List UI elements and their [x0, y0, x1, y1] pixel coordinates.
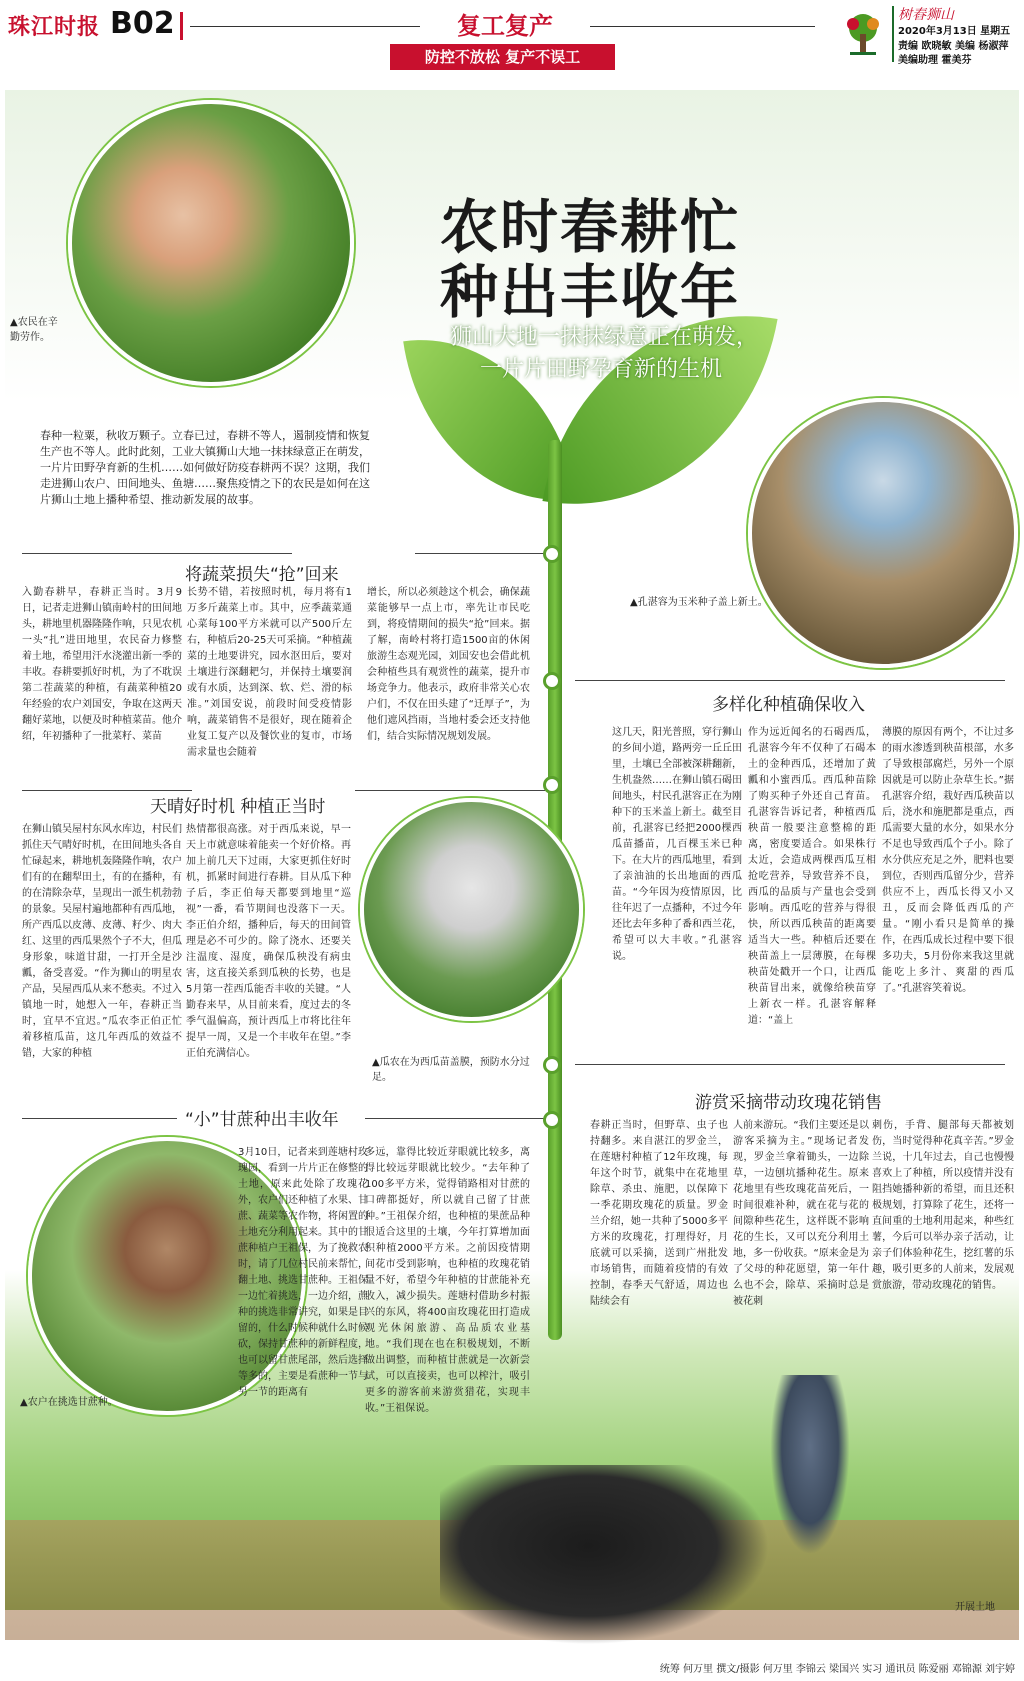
section-title: 复工复产	[457, 12, 553, 40]
section-marker	[543, 545, 561, 563]
article-column: 人前来游玩。“我们主要还是以游客采摘为主。”现场记者发现，罗金兰拿着锄头，一边除草，一边刨坑播种花生。原来花地里有些玫瑰花苗死后，一时间很难补种，就在花与花的间隙种些花生，这样既不影响花的生长，又可以充分利用土地，多一份收获。“原来金是为了父母的种花愿望，第一年什么也不会，除草、采摘时总是被花刺	[733, 1120, 869, 1307]
ox-plowing-photo	[440, 1465, 770, 1645]
article-column: 刺伤，手背、腿部每天都被划伤，当时觉得种花真辛苦。”罗金兰说，十几年过去，自己也慢慢喜欢上了种植，所以疫情并没有阻挡她播种新的希望，而且还积极规划，打算除了花生，还将一直间重的土地利用起来，种些红薯，今后可以举办亲子活动，让亲子们体验种花生，挖红薯的乐趣，吸引更多的人前来，发展观赏旅游，带动玫瑰花的销售。	[872, 1120, 1014, 1291]
section-heading: 游赏采摘带动玫瑰花销售	[695, 1093, 882, 1113]
editor-credits-2: 美编助理 霍美芬	[898, 55, 972, 66]
article-intro: 春种一粒粟，秋收万颗子。立春已过，春耕不等人，遏制疫情和恢复生产也不等人。此时此刻，工业大镇狮山大地一抹抹绿意正在萌发，一片片田野孕育新的生机……如何做好防疫春耕两不误？这期，我们走进狮山农户、田间地头、鱼塘……聚焦疫情之下的农民是如何在这片狮山土地上播种希望、推动新发展的故事。	[40, 429, 370, 506]
footer-credits: 统筹 何万里 撰文/摄影 何万里 李锦云 梁国兴 实习 通讯员 陈爱丽 邓锦源 刘宇婷	[659, 1664, 1015, 1675]
section-heading: 多样化种植确保收入	[712, 695, 865, 715]
header-rule-left	[190, 26, 420, 27]
section-marker	[543, 672, 561, 690]
header-rule-right	[590, 26, 815, 27]
section-rule	[365, 1118, 545, 1119]
subheadline-line-1: 狮山大地一抹抹绿意正在萌发，	[450, 325, 759, 350]
section-marker	[543, 776, 561, 794]
headline-line-2: 种出丰收年	[440, 258, 741, 326]
section-subtitle: 防控不放松 复产不误工	[390, 44, 615, 70]
section-rule	[355, 790, 545, 791]
page-number: B02	[110, 6, 175, 41]
corn-planting-photo	[748, 398, 1018, 668]
editor-credits: 责编 欧晓敏 美编 杨淑萍	[898, 41, 1009, 52]
headline-line-1: 农时春耕忙	[440, 193, 741, 261]
farmers-working-photo	[68, 100, 354, 386]
article-column: 多远，靠得比较近芽眼就比较多，离得比较远芽眼就比较少。“去年种了100多平方米，觉得销路相对甘蔗的口碑都挺好，所以就自己留了甘蔗种。”王祖保介绍，也种植的果蔗品种很适合这里的土壤，今年打算增加面积种植2000平方米。之前因疫情期间花市受到影响，也种植的玫瑰花销量不好，希望今年种植的甘蔗能补充收入，减少损失。莲塘村借助乡村振兴的东风，将400亩玫瑰花田打造成观光休闲旅游、高品质农业基地。“我们现在也在积极规划，不断做出调整，而种植甘蔗就是一次新尝试，可以直接卖，也可以榨汁，吸引更多的游客前来游赏猎花，实现丰收。”王祖保说。	[365, 1147, 530, 1414]
article-column: 在狮山镇吴屋村东风水库边，村民们抓住天气晴好时机，在田间地头各自忙碌起来，耕地机轰隆隆作响，农户们有的在翻犁田土，有的在播种，有的在清除杂草，呈现出一派生机勃勃的景象。吴屋村遍地都种有西瓜地，所产西瓜以皮薄、皮薄、籽少、肉大红、这里的西瓜果然个子不大，但瓜身形象，味道甘甜，一打开全是沙瓤，备受喜爱。“作为狮山的明星农产品，吴屋西瓜从来不愁卖。不过入镇地一时，她想入一年，春耕正当时，宜早不宜迟。”瓜农李正伯正忙着移植瓜苗，这几年西瓜的效益不错，大家的种植	[22, 824, 182, 1059]
section-rule	[415, 553, 545, 554]
plowing-farmer-photo	[770, 1375, 850, 1555]
article-column: 长势不错，若按照时机，每月将有1万多斤蔬菜上市。其中，应季蔬菜通心菜每100平方米就可以产500斤左右，种植后20-25天可采摘。“种植蔬菜的土地要讲究，园水沤田后，要对土壤进行深翻耙匀，并保持土壤要润或有水质，达到深、软、烂、滑的标准。”刘国安说，前段时间受疫情影响，蔬菜销售不是很好，现在随着企业复工复产以及餐饮业的复市，市场需求量也会随着	[187, 587, 352, 758]
header-divider	[180, 12, 183, 40]
section-heading: 天晴好时机 种植正当时	[150, 797, 326, 817]
photo-caption: ▲农民在辛勤劳作。	[10, 317, 58, 343]
column-name: 树舂狮山	[898, 7, 954, 23]
section-rule	[575, 680, 1005, 681]
section-rule	[575, 1064, 1005, 1065]
section-rule	[22, 1118, 177, 1119]
article-column: 薄膜的原因有两个，不让过多的雨水渗透到秧苗根部，水多了导致根部腐烂，另外一个原因就是可以防止杂草生长。”据孔湛容介绍，栽好西瓜秧苗以后，浇水和施肥都是重点，西瓜需要大量的水分，如果水分不足也导致西瓜个子小。除了水分供应充足之外，肥料也要到位，否则西瓜留分少，营养供应不上，西瓜长得又小又丑，反而会降低西瓜的产量。“刚小看只是简单的操作，在西瓜成长过程中要下很多功夫，5月份你来我这里就能吃上多汁、爽甜的西瓜了。”孔湛容笑着说。	[882, 727, 1014, 994]
article-column: 3月10日，记者来到莲塘村玫瑰园，看到一片片正在修整的土地，原来此处除了玫瑰花外，农户们还种植了水果、甘蔗、蔬菜等农作物，将闲置的土地充分利用起来。其中的甘蔗种植户王祖保，为了挽救农时，请了几位村民前来帮忙，翻土地、挑选甘蔗种。王祖保一边忙着挑选，一边介绍，蔗种的挑选非常讲究，如果是目留的，什么时候种就什么时候砍，保持甘蔗种的新鲜程度，也可以留甘蔗尾部，然后选择等多的，主要是看蔗种一节与另一节的距离有	[238, 1147, 368, 1398]
issue-date: 2020年3月13日 星期五	[898, 26, 1011, 37]
article-column: 增长，所以必须趁这个机会，确保蔬菜能够早一点上市，率先让市民吃到，将疫情期间的损失“抢”回来。据了解，南岭村将打造1500亩的休闲旅游生态观光园，刘国安也会借此机会种植些具有观赏性的蔬菜，提升市场竞争力。他表示，政府非常关心农户们，不仅在田头建了“迁厚子”，为他们遮风挡雨，当地村委会还支持他们，结合实际情况规划发展。	[367, 587, 530, 742]
section-heading: “小”甘蔗种出丰收年	[185, 1110, 339, 1130]
photo-caption: ▲孔湛容为玉米种子盖上新土。	[630, 597, 768, 608]
photo-caption: ▲瓜农在为西瓜苗盖膜，预防水分过足。	[372, 1057, 530, 1083]
watermelon-mulch-photo	[360, 798, 583, 1021]
masthead: 珠江时报	[8, 14, 101, 40]
section-rule	[22, 790, 192, 791]
section-marker	[543, 1111, 561, 1129]
photo-caption: ▲农户在挑选甘蔗种。	[20, 1397, 118, 1408]
article-column: 春耕正当时，但野草、虫子也持翻多。来自湛江的罗金兰，在莲塘村种植了12年玫瑰，每年这个时节，就集中在花地里除草、杀虫、施肥，以保障下一季花期玫瑰花的质量。罗金兰介绍，她一共种了5000多平方米的玫瑰花，打理得好，月底就可以采摘，送到广州批发市场销售，而随着疫情的有效控制，春季天气舒适，周边也陆续会有	[590, 1120, 728, 1307]
section-heading: 将蔬菜损失“抢”回来	[185, 565, 339, 585]
subheadline-line-2: 一片片田野孕育新的生机	[480, 357, 723, 382]
tree-emblem-icon	[838, 8, 888, 58]
article-column: 这几天，阳光普照，穿行狮山的乡间小道，路两旁一丘丘田里，土壤已全部被深耕翻新，生机盎然……在狮山镇石碣田间地头，村民孔湛容正在为刚种下的玉米盖上新土。截至目前，孔湛容已经把2000棵西瓜苗播苗，几百棵玉米已种下。在大片的西瓜地里，看到了亲油油的长出地面的西瓜苗。“今年因为疫情原因，比往年迟了一点播种，不过今年还比去年多种了番和西兰花，希望可以大丰收。”孔湛容说。	[612, 727, 742, 962]
section-rule	[22, 553, 292, 554]
article-column: 入勤春耕早，春耕正当时。3月9日，记者走进狮山镇南岭村的田间地头，耕地里机器隆隆作响，只见农机一头“扎”进田地里，农民奋力修整着土地，希望用汗水浇灌出新一季的丰收。春耕要抓好时机，为了不耽误第二茬蔬菜的种植，有蔬菜种植20年经验的农户刘国安，争取在这两天翻好菜地，以便及时种植菜苗。他介绍，年初播种了一批菜籽、菜苗	[22, 587, 182, 742]
article-column: 热情都很高涨。对于西瓜来说，早一天上市就意味着能卖一个好价格。再加上前几天下过雨，大家更抓住好时机，抓紧时间进行春耕。目从瓜下种子后，李正伯每天都要到地里“巡视”一番，看节期间也没落下一天。李正伯介绍，播种后，每天的田间管理是必不可少的。除了浇水、还要关注温度、湿度，确保瓜秧没有病虫害，这直接关系到瓜秧的长势，也是5月第一茬西瓜能否丰收的关键。“人勤春来早，从目前来看，度过去的冬季气温偏高，预计西瓜上市将比往年提早一周，又是一个丰收年在望。”李正伯充满信心。	[186, 824, 351, 1059]
article-column: 作为远近闻名的石碣西瓜，孔湛容今年不仅种了石碣本土的金种西瓜，还增加了黄瓤和小蜜西瓜。西瓜种苗除了购买种子外还自己育苗。孔湛容告诉记者，种植西瓜秧苗一般要注意整棉的距离，密度要适合。如果株行太近，会造成两棵西瓜互相抢吃营养，导致营养不良，西瓜的品质与产量也会受到影响。西瓜吃的营养与得很快，所以西瓜秧苗的距离要适当大一些。种植后还要在秧苗盖上一层薄膜，在每棵秧苗处戳开一个口，让西瓜秧苗冒出来，就像给秧苗穿上新衣一样。孔湛容解释道：“盖上	[748, 727, 876, 1026]
photo-caption: 开展土地	[955, 1602, 995, 1613]
section-marker	[543, 1056, 561, 1074]
header-vertical-rule	[892, 6, 894, 62]
